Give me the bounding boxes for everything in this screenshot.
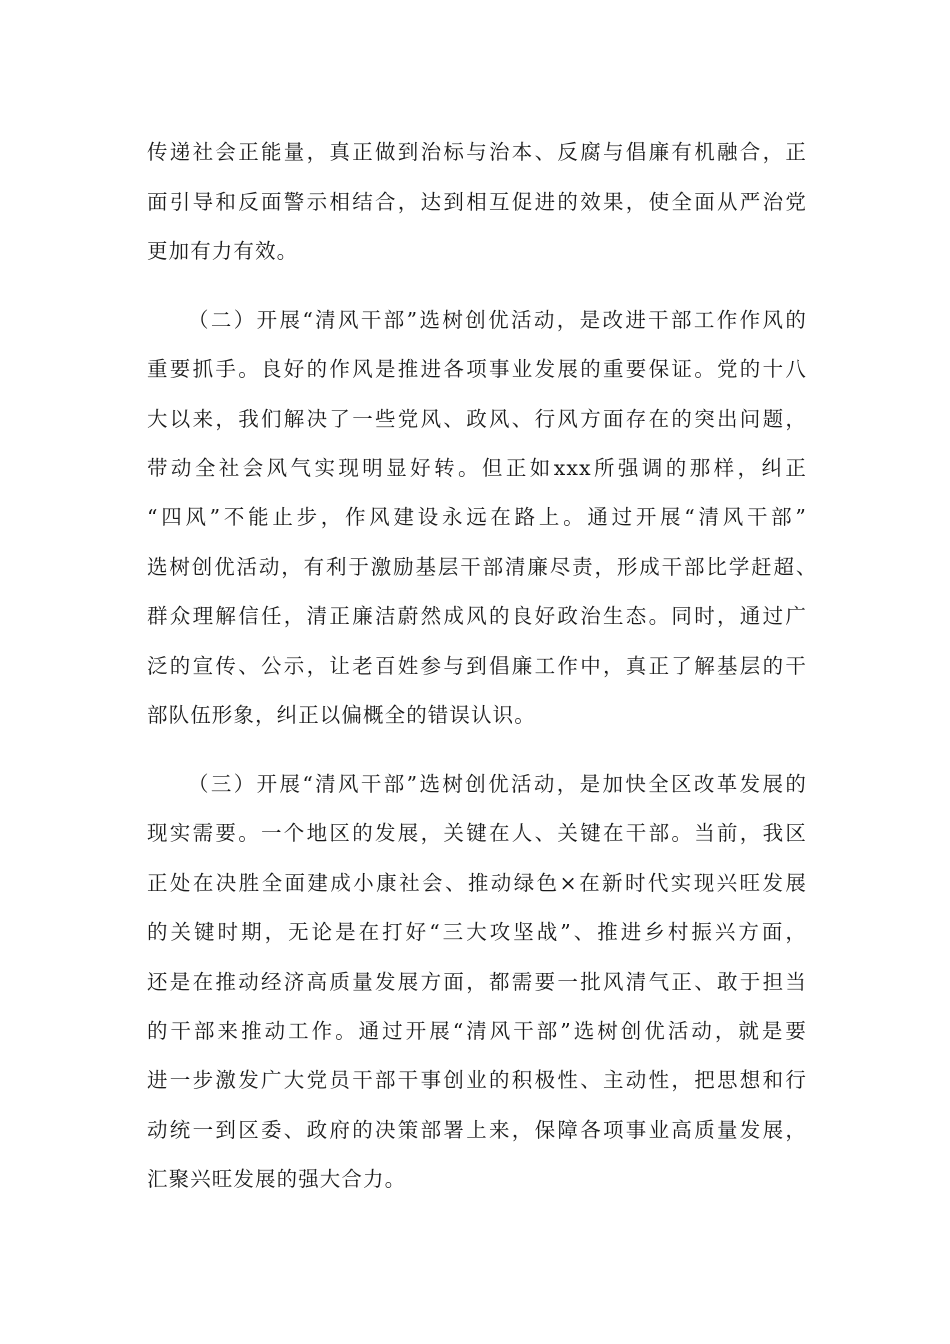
paragraph-2-line-9: 部队伍形象，纠正以偏概全的错误认识。 (147, 703, 536, 727)
paragraph-1-line-1: 传递社会正能量，真正做到治标与治本、反腐与倡廉有机融合，正 (147, 140, 807, 164)
paragraph-3-line-8: 动统一到区委、政府的决策部署上来，保障各项事业高质量发展， (147, 1118, 807, 1142)
paragraph-3-line-6: 的干部来推动工作。通过开展“清风干部”选树创优活动，就是要 (147, 1019, 807, 1043)
paragraph-3-line-2: 现实需要。一个地区的发展，关键在人、关键在干部。当前，我区 (147, 821, 807, 845)
paragraph-1-line-2: 面引导和反面警示相结合，达到相互促进的效果，使全面从严治党 (147, 190, 807, 214)
paragraph-2-line-7: 群众理解信任，清正廉洁蔚然成风的良好政治生态。同时，通过广 (147, 604, 807, 628)
paragraph-3-line-3: 正处在决胜全面建成小康社会、推动绿色×在新时代实现兴旺发展 (147, 871, 807, 895)
paragraph-2-line-1: （二）开展“清风干部”选树创优活动，是改进干部工作作风的 (188, 308, 807, 332)
paragraph-1-line-3: 更加有力有效。 (147, 239, 299, 263)
paragraph-2-line-8: 泛的宣传、公示，让老百姓参与到倡廉工作中，真正了解基层的干 (147, 654, 807, 678)
paragraph-3-line-4: 的关键时期，无论是在打好“三大攻坚战”、推进乡村振兴方面， (147, 920, 807, 944)
paragraph-2-line-6: 选树创优活动，有利于激励基层干部清廉尽责，形成干部比学赶超、 (147, 555, 817, 579)
paragraph-2-line-2: 重要抓手。良好的作风是推进各项事业发展的重要保证。党的十八 (147, 357, 807, 381)
paragraph-2-line-3: 大以来，我们解决了一些党风、政风、行风方面存在的突出问题， (147, 407, 807, 431)
paragraph-2-line-4: 带动全社会风气实现明显好转。但正如xxx所强调的那样，纠正 (147, 456, 807, 480)
paragraph-3-line-5: 还是在推动经济高质量发展方面，都需要一批风清气正、敢于担当 (147, 970, 807, 994)
paragraph-3-line-7: 进一步激发广大党员干部干事创业的积极性、主动性，把思想和行 (147, 1068, 807, 1092)
paragraph-3-line-9: 汇聚兴旺发展的强大合力。 (147, 1167, 407, 1191)
paragraph-2-line-5: “四风”不能止步，作风建设永远在路上。通过开展“清风干部” (147, 505, 807, 529)
paragraph-3-line-1: （三）开展“清风干部”选树创优活动，是加快全区改革发展的 (188, 772, 807, 796)
